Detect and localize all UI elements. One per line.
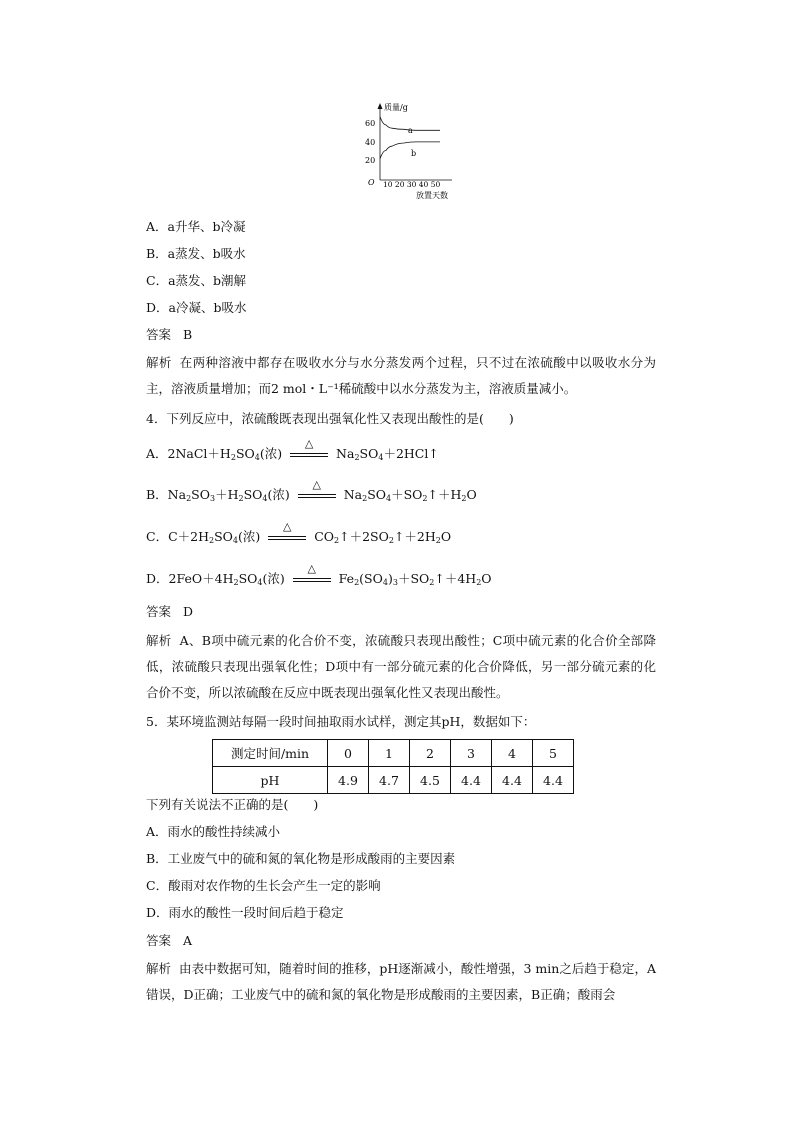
table-cell: 4.4 bbox=[492, 767, 533, 794]
heat-condition-arrow: △ bbox=[268, 529, 306, 547]
q4-c-lhs: C．C＋2H bbox=[146, 529, 209, 544]
q5-option-a: A．雨水的酸性持续减小 bbox=[146, 824, 281, 839]
q3-analysis-label: 解析 bbox=[146, 355, 172, 370]
table-cell: 4 bbox=[492, 740, 533, 767]
series-a-label: a bbox=[408, 126, 413, 135]
table-cell: 4.5 bbox=[410, 767, 451, 794]
q3-analysis bbox=[146, 350, 656, 402]
table-cell: pH bbox=[213, 767, 328, 794]
q3-answer-label: 答案 bbox=[146, 327, 172, 342]
q5-analysis bbox=[146, 956, 656, 1008]
q4-analysis-text: A、B项中硫元素的化合价不变，浓硫酸只表现出酸性；C项中硫元素的化合价全部降低，浓硫酸只表现出强氧化性；D项中有一部分硫元素的化合价降低，另一部分硫元素的化合价不变，所以浓硫酸在反应中既表现出强氧化性又表现出酸性。 bbox=[146, 633, 656, 700]
q5-analysis-label: 解析 bbox=[146, 961, 172, 976]
mass-vs-days-chart bbox=[360, 100, 470, 204]
q3-answer-value: B bbox=[183, 327, 193, 342]
y-tick-20: 20 bbox=[365, 156, 376, 165]
ph-data-table bbox=[212, 739, 574, 794]
q4-stem: 4．下列反应中，浓硫酸既表现出强氧化性又表现出酸性的是( ) bbox=[146, 411, 514, 426]
q4-option-c: C．$C+2H_2SO_4$(浓) △ $CO_2↑+2SO_2↑+2H_2O$ bbox=[146, 519, 452, 545]
q4-answer-label: 答案 bbox=[146, 604, 172, 619]
table-cell: 2 bbox=[410, 740, 451, 767]
q4-d-lhs: D．2FeO＋4H bbox=[146, 571, 234, 586]
table-row bbox=[213, 740, 574, 767]
q5-option-b: B．工业废气中的硫和氮的氧化物是形成酸雨的主要因素 bbox=[146, 851, 456, 866]
q4-a-lhs: A．2NaCl＋H bbox=[146, 446, 231, 461]
q4-answer bbox=[146, 603, 193, 621]
origin-label: O bbox=[368, 178, 375, 187]
x-tick-labels: 10 20 30 40 50 bbox=[383, 180, 441, 189]
table-cell: 4.9 bbox=[328, 767, 369, 794]
q4-option-b: B．$Na_2SO_3+H_2SO_4$(浓) △ $Na_2SO_4+SO_2↑+H_2O$ bbox=[146, 477, 477, 503]
y-axis bbox=[378, 103, 383, 180]
q3-option-c: C．a蒸发、b潮解 bbox=[146, 273, 247, 288]
table-cell: 0 bbox=[328, 740, 369, 767]
q3-analysis-text: 在两种溶液中都存在吸收水分与水分蒸发两个过程，只不过在浓硫酸中以吸收水分为主，溶液质量增加；而2 mol・L⁻¹稀硫酸中以水分蒸发为主，溶液质量减小。 bbox=[146, 355, 656, 396]
q5-answer-value: A bbox=[183, 933, 193, 948]
table-cell: 1 bbox=[369, 740, 410, 767]
series-b-label: b bbox=[411, 149, 417, 158]
table-cell: 3 bbox=[451, 740, 492, 767]
q4-b-lhs: B．Na bbox=[146, 487, 187, 502]
q4-answer-value: D bbox=[183, 604, 194, 619]
q5-option-c: C．酸雨对农作物的生长会产生一定的影响 bbox=[146, 878, 381, 893]
table-row bbox=[213, 767, 574, 794]
x-axis-label: 放置天数 bbox=[416, 191, 448, 200]
q4-option-a: A．$2NaCl+H_2SO_4$(浓) △ $Na_2SO_4+2HCl↑$ bbox=[146, 436, 439, 462]
y-tick-40: 40 bbox=[365, 138, 376, 147]
table-cell: 5 bbox=[533, 740, 574, 767]
q4-analysis bbox=[146, 628, 656, 706]
q5-answer-label: 答案 bbox=[146, 933, 172, 948]
heat-condition-arrow: △ bbox=[290, 446, 328, 464]
q3-answer bbox=[146, 326, 192, 344]
q5-answer bbox=[146, 932, 192, 950]
q5-option-d: D．雨水的酸性一段时间后趋于稳定 bbox=[146, 905, 344, 920]
q5-stem: 5．某环境监测站每隔一段时间抽取雨水试样，测定其pH，数据如下： bbox=[146, 714, 536, 729]
heat-condition-arrow: △ bbox=[293, 571, 331, 589]
q3-option-b: B．a蒸发、b吸水 bbox=[146, 246, 246, 261]
series-b-curve bbox=[380, 142, 440, 159]
q5-analysis-text: 由表中数据可知，随着时间的推移，pH逐渐减小，酸性增强，3 min之后趋于稳定，A错误，D正确；工业废气中的硫和氮的氧化物是形成酸雨的主要因素，B正确；酸雨会 bbox=[146, 961, 656, 1002]
q3-option-d: D．a冷凝、b吸水 bbox=[146, 300, 247, 315]
heat-condition-arrow: △ bbox=[298, 487, 336, 505]
table-cell: 测定时间/min bbox=[213, 740, 328, 767]
q4-analysis-label: 解析 bbox=[146, 633, 172, 648]
table-cell: 4.4 bbox=[451, 767, 492, 794]
y-tick-60: 60 bbox=[365, 119, 376, 128]
q3-option-a: A．a升华、b冷凝 bbox=[146, 219, 246, 234]
q4-option-d: D．$2FeO+4H_2SO_4$(浓) △ $Fe_2(SO_4)_3+SO_2↑+4H_2O$ bbox=[146, 561, 492, 587]
table-cell: 4.4 bbox=[533, 767, 574, 794]
y-axis-label: 质量/g bbox=[384, 103, 408, 112]
table-cell: 4.7 bbox=[369, 767, 410, 794]
q5-question: 下列有关说法不正确的是( ) bbox=[146, 797, 319, 812]
